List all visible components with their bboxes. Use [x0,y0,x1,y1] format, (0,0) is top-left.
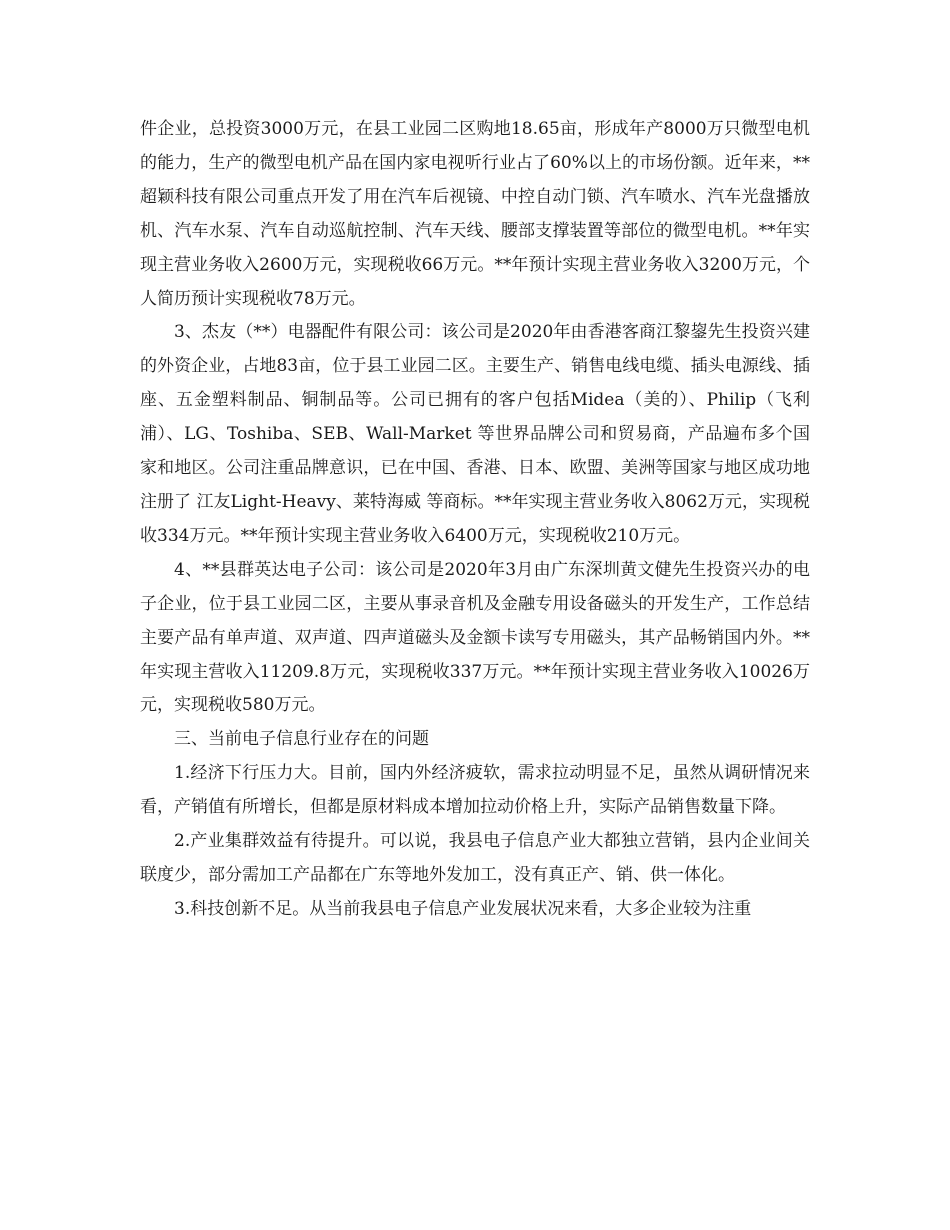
paragraph-4: 1.经济下行压力大。目前，国内外经济疲软，需求拉动明显不足，虽然从调研情况来看，产销值有所增长，但都是原材料成本增加拉动价格上升，实际产品销售数量下降。 [140,763,810,818]
paragraph-2: 3、杰友（**）电器配件有限公司：该公司是2020年由香港客商江黎鋆先生投资兴建的外资企业，占地83亩，位于县工业园二区。主要生产、销售电线电缆、插头电源线、插座、五金塑料制品、铜制品等。公司已拥有的客户包括Midea（美的）、Philip（飞利浦）、LG、Toshiba、SEB、Wall-Market 等世界品牌公司和贸易商，产品遍布多个国家和地区。公司注重品牌意识，已在中国、香港、日本、欧盟、美洲等国家与地区成功地注册了 江友Light-Heavy、莱特海威 等商标。**年实现主营业务收入8062万元，实现税收334万元。**年预计实现主营业务收入6400万元，实现税收210万元。 [140,322,810,546]
paragraph-6: 3.科技创新不足。从当前我县电子信息产业发展状况来看，大多企业较为注重 [174,898,752,919]
paragraph-3: 4、**县群英达电子公司：该公司是2020年3月由广东深圳黄文健先生投资兴办的电子企业，位于县工业园二区，主要从事录音机及金融专用设备磁头的开发生产，工作总结主要产品有单声道、双声道、四声道磁头及金额卡读写专用磁头，其产品畅销国内外。**年实现主营收入11209.8万元，实现税收337万元。**年预计实现主营业务收入10026万元，实现税收580万元。 [140,559,810,716]
paragraph-5: 2.产业集群效益有待提升。可以说，我县电子信息产业大都独立营销，县内企业间关联度少，部分需加工产品都在广东等地外发加工，没有真正产、销、供一体化。 [140,831,810,885]
paragraph-1: 件企业，总投资3000万元，在县工业园二区购地18.65亩，形成年产8000万只微型电机的能力，生产的微型电机产品在国内家电视听行业占了60%以上的市场份额。近年来，**超颖科技有限公司重点开发了用在汽车后视镜、中控自动门锁、汽车喷水、汽车光盘播放机、汽车水泵、汽车自动巡航控制、汽车天线、腰部支撑装置等部位的微型电机。**年实现主营业务收入2600万元，实现税收66万元。**年预计实现主营业务收入3200万元，个人简历预计实现税收78万元。 [140,119,810,309]
section-heading: 三、当前电子信息行业存在的问题 [174,729,429,750]
document-body [140,113,810,927]
